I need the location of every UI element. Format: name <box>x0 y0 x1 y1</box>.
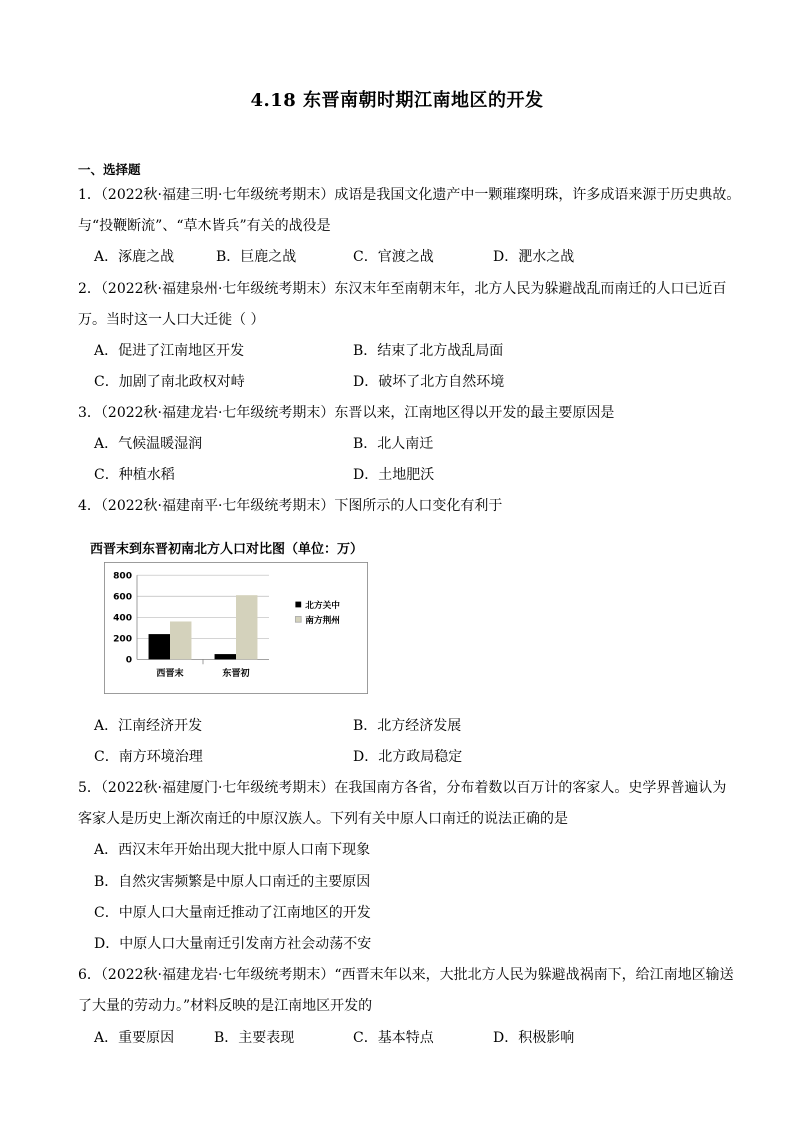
q4-option-d[interactable]: D．北方政局稳定 <box>353 749 463 765</box>
bar-north-0 <box>149 634 170 659</box>
q4-option-c[interactable]: C．南方环境治理 <box>94 749 203 765</box>
q4-line-1: 4．（2022秋·福建南平·七年级统考期末）下图所示的人口变化有利于 <box>78 498 503 514</box>
q5-option-b[interactable]: B．自然灾害频繁是中原人口南迁的主要原因 <box>94 874 371 890</box>
legend-swatch <box>295 616 301 622</box>
page-title: 4.18 东晋南朝时期江南地区的开发 <box>250 90 544 111</box>
q1-option-a[interactable]: A．涿鹿之战 <box>94 249 175 265</box>
q2-option-c[interactable]: C．加剧了南北政权对峙 <box>94 374 245 390</box>
q1-line-2: 与“投鞭断流”、“草木皆兵”有关的战役是 <box>78 218 331 234</box>
y-tick-label: 800 <box>113 571 133 582</box>
bar-south-0 <box>170 621 191 659</box>
q1-option-c[interactable]: C．官渡之战 <box>353 249 434 265</box>
x-category-label: 西晋末 <box>156 667 184 679</box>
q5-option-c[interactable]: C．中原人口大量南迁推动了江南地区的开发 <box>94 905 371 921</box>
q4-option-b[interactable]: B．北方经济发展 <box>353 718 462 734</box>
q5-line-2: 客家人是历史上渐次南迁的中原汉族人。下列有关中原人口南迁的说法正确的是 <box>78 811 568 827</box>
legend-label: 南方荆州 <box>305 616 340 627</box>
q3-option-b[interactable]: B．北人南迁 <box>353 436 434 452</box>
q1-option-d[interactable]: D．淝水之战 <box>493 249 575 265</box>
q5-line-1: 5．（2022秋·福建厦门·七年级统考期末）在我国南方各省，分布着数以百万计的客家人。史学界普遍认为 <box>78 780 727 796</box>
q6-option-b[interactable]: B．主要表现 <box>214 1030 295 1046</box>
chart-title: 西晋末到东晋初南北方人口对比图（单位：万） <box>90 542 364 557</box>
legend-label: 北方关中 <box>305 601 340 612</box>
bar-south-1 <box>236 595 257 659</box>
q2-line-1: 2．（2022秋·福建泉州·七年级统考期末）东汉末年至南朝末年，北方人民为躲避战乱而南迁的人口已近百 <box>78 281 727 297</box>
q2-line-2: 万。当时这一人口大迁徙（ ） <box>78 312 265 328</box>
y-tick-label: 600 <box>113 592 133 603</box>
section-heading: 一、选择题 <box>78 162 141 177</box>
q6-option-a[interactable]: A．重要原因 <box>94 1030 175 1046</box>
q1-line-1: 1．（2022秋·福建三明·七年级统考期末）成语是我国文化遗产中一颗璀璨明珠，许多成语来源于历史典故。 <box>78 187 741 203</box>
q3-line-1: 3．（2022秋·福建龙岩·七年级统考期末）东晋以来，江南地区得以开发的最主要原因是 <box>78 405 615 421</box>
q3-option-c[interactable]: C．种植水稻 <box>94 467 175 483</box>
q5-option-a[interactable]: A．西汉末年开始出现大批中原人口南下现象 <box>94 842 371 858</box>
q2-option-a[interactable]: A．促进了江南地区开发 <box>94 343 245 359</box>
q4-option-a[interactable]: A．江南经济开发 <box>94 718 203 734</box>
q2-option-d[interactable]: D．破坏了北方自然环境 <box>353 374 505 390</box>
population-bar-chart <box>80 562 392 694</box>
q3-option-a[interactable]: A．气候温暖湿润 <box>94 436 203 452</box>
y-tick-label: 0 <box>125 655 133 666</box>
q6-option-c[interactable]: C．基本特点 <box>353 1030 434 1046</box>
y-tick-label: 200 <box>113 634 133 645</box>
x-category-label: 东晋初 <box>222 667 250 679</box>
q6-line-1: 6．（2022秋·福建龙岩·七年级统考期末）“西晋末年以来，大批北方人民为躲避战祸南下，给江南地区输送 <box>78 967 734 983</box>
q1-option-b[interactable]: B．巨鹿之战 <box>216 249 297 265</box>
bar-north-1 <box>215 654 236 659</box>
y-tick-label: 400 <box>113 613 133 624</box>
q3-option-d[interactable]: D．土地肥沃 <box>353 467 435 483</box>
q6-line-2: 了大量的劳动力。”材料反映的是江南地区开发的 <box>78 998 373 1014</box>
q2-option-b[interactable]: B．结束了北方战乱局面 <box>353 343 504 359</box>
legend-swatch <box>295 602 301 608</box>
q5-option-d[interactable]: D．中原人口大量南迁引发南方社会动荡不安 <box>94 936 372 952</box>
q6-option-d[interactable]: D．积极影响 <box>493 1030 575 1046</box>
